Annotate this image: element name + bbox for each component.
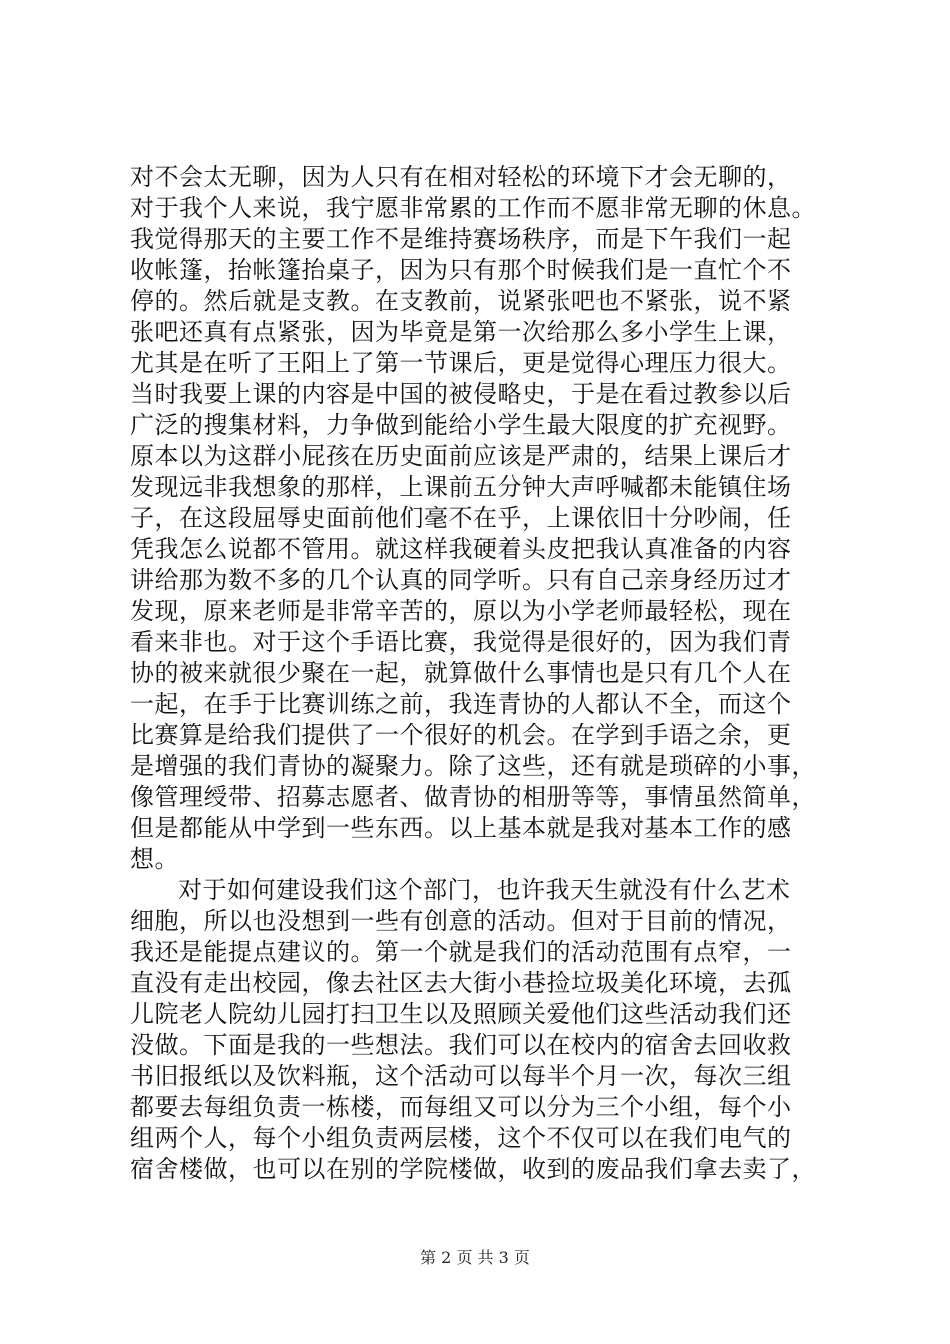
text-line: 是增强的我们青协的凝聚力。除了这些，还有就是琐碎的小事， [130, 752, 816, 780]
text-line: 没做。下面是我的一些想法。我们可以在校内的宿舍去回收救 [130, 1031, 792, 1059]
text-line: 张吧还真有点紧张，因为毕竟是第一次给那么多小学生上课， [130, 318, 792, 346]
text-line: 尤其是在听了王阳上了第一节课后，更是觉得心理压力很大。 [130, 349, 792, 377]
text-line: 书旧报纸以及饮料瓶，这个活动可以每半个月一次，每次三组 [130, 1062, 792, 1090]
text-line: 直没有走出校园，像去社区去大街小巷捡垃圾美化环境，去孤 [130, 969, 792, 997]
text-line: 对于我个人来说，我宁愿非常累的工作而不愿非常无聊的休息。 [130, 194, 816, 222]
page-footer: 第 2 页 共 3 页 [420, 1248, 530, 1267]
text-line: 宿舍楼做，也可以在别的学院楼做，收到的废品我们拿去卖了， [130, 1155, 816, 1183]
text-line: 像管理绶带、招募志愿者、做青协的相册等等，事情虽然简单， [130, 783, 816, 811]
text-line: 看来非也。对于这个手语比赛，我觉得是很好的，因为我们青 [130, 628, 792, 656]
text-line: 发现，原来老师是非常辛苦的，原以为小学老师最轻松，现在 [130, 597, 792, 625]
paragraph-start-line: 对于如何建设我们这个部门，也许我天生就没有什么艺术 [178, 876, 791, 904]
text-line: 收帐篷，抬帐篷抬桌子，因为只有那个时候我们是一直忙个不 [130, 256, 792, 284]
text-line: 广泛的搜集材料，力争做到能给小学生最大限度的扩充视野。 [130, 411, 792, 439]
body-text [130, 162, 840, 1185]
text-line: 讲给那为数不多的几个认真的同学听。只有自己亲身经历过才 [130, 566, 792, 594]
text-line: 比赛算是给我们提供了一个很好的机会。在学到手语之余，更 [130, 721, 792, 749]
text-line: 发现远非我想象的那样，上课前五分钟大声呼喊都未能镇住场 [130, 473, 792, 501]
text-line: 但是都能从中学到一些东西。以上基本就是我对基本工作的感 [130, 814, 792, 842]
text-line: 我觉得那天的主要工作不是维持赛场秩序，而是下午我们一起 [130, 225, 792, 253]
text-line: 细胞，所以也没想到一些有创意的活动。但对于目前的情况， [130, 907, 792, 935]
text-line: 原本以为这群小屁孩在历史面前应该是严肃的，结果上课后才 [130, 442, 792, 470]
text-line: 协的被来就很少聚在一起，就算做什么事情也是只有几个人在 [130, 659, 792, 687]
text-line: 想。 [130, 845, 179, 873]
text-line: 我还是能提点建议的。第一个就是我们的活动范围有点窄，一 [130, 938, 792, 966]
text-line: 当时我要上课的内容是中国的被侵略史，于是在看过教参以后 [130, 380, 792, 408]
text-line: 儿院老人院幼儿园打扫卫生以及照顾关爱他们这些活动我们还 [130, 1000, 792, 1028]
text-line: 都要去每组负责一栋楼，而每组又可以分为三个小组，每个小 [130, 1093, 792, 1121]
text-line: 子，在这段屈辱史面前他们毫不在乎，上课依旧十分吵闹，任 [130, 504, 792, 532]
text-line: 组两个人，每个小组负责两层楼，这个不仅可以在我们电气的 [130, 1124, 792, 1152]
text-line: 一起，在手于比赛训练之前，我连青协的人都认不全，而这个 [130, 690, 792, 718]
text-line: 停的。然后就是支教。在支教前，说紧张吧也不紧张，说不紧 [130, 287, 792, 315]
text-line: 凭我怎么说都不管用。就这样我硬着头皮把我认真准备的内容 [130, 535, 792, 563]
text-line: 对不会太无聊，因为人只有在相对轻松的环境下才会无聊的， [130, 163, 792, 191]
